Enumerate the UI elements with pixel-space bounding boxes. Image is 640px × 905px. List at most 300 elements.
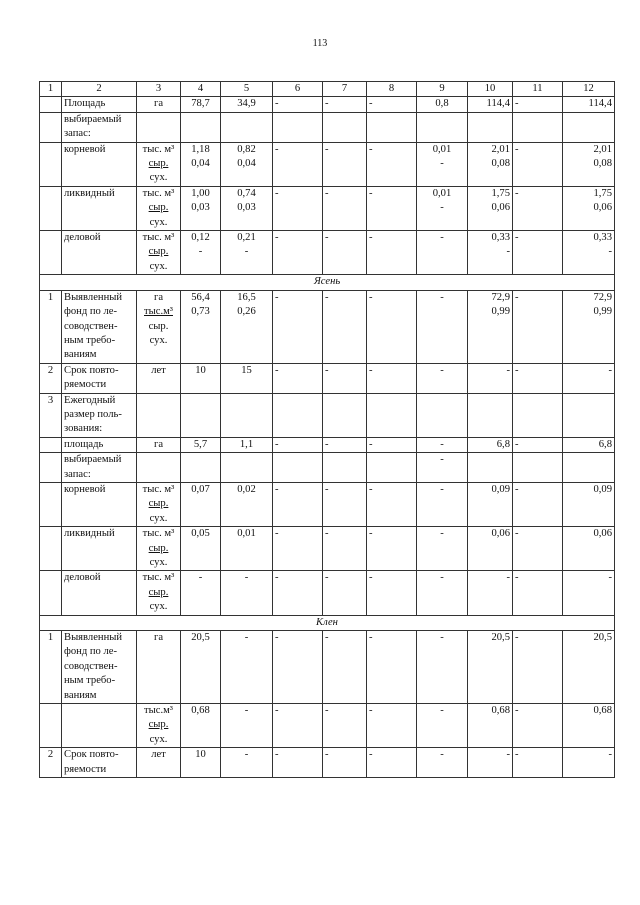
table-cell [563,453,615,483]
table-cell [323,571,367,615]
table-cell [563,231,615,275]
cell-line: 0,03 [237,202,256,214]
cell-line: ным требо- [64,675,116,687]
table-cell [273,186,323,230]
cell-line: - [275,705,279,717]
table-cell [323,186,367,230]
table-cell [367,482,417,526]
table-cell [181,112,221,142]
table-cell [563,290,615,363]
table-cell [40,97,62,112]
table-cell [137,453,181,483]
table-cell [468,393,513,437]
table-cell [221,112,273,142]
table-cell [137,437,181,452]
table-cell [221,527,273,571]
cell-line: - [369,364,373,376]
cell-line: 34,9 [237,98,256,110]
cell-line: 3 [47,394,54,406]
table-cell [323,631,367,704]
cell-line: 0,68 [593,705,612,717]
cell-line: - [608,749,612,761]
table-cell [513,393,563,437]
cell-line: Выявленный [64,291,123,303]
table-cell [137,290,181,363]
cell-line: ряемости [64,763,107,775]
table-cell [323,393,367,437]
cell-line: ряемости [64,379,107,391]
table-cell [62,482,137,526]
table-cell [62,231,137,275]
cell-line: тыс.м³ [144,306,173,318]
cell-line: - [325,483,329,495]
table-cell [367,290,417,363]
table-cell [563,186,615,230]
table-cell [40,437,62,452]
cell-line: - [440,202,444,214]
cell-line: 6,8 [496,438,510,450]
header-cell: 11 [513,82,563,97]
cell-line: - [608,364,612,376]
cell-line: 10 [195,749,206,761]
cell-line: 20,5 [593,632,612,644]
table-cell [181,97,221,112]
cell-line: - [369,438,373,450]
table-cell [273,571,323,615]
cell-line: 1,75 [491,187,510,199]
table-cell [417,482,468,526]
cell-line: тыс. м³ [142,483,175,495]
cell-line: - [608,246,612,258]
cell-line: га [153,632,164,644]
cell-line: 0,06 [593,528,612,540]
table-cell [367,186,417,230]
table-row [40,97,615,112]
table-row [40,631,615,704]
table-cell [137,748,181,778]
header-cell: 7 [323,82,367,97]
table-cell [417,290,468,363]
cell-line: Срок повто- [64,749,119,761]
cell-line: 20,5 [191,632,210,644]
cell-line: - [515,187,519,199]
cell-line: 0,04 [191,158,210,170]
table-cell [40,142,62,186]
cell-line: - [325,528,329,540]
table-cell [513,704,563,748]
cell-line: соводствен- [64,320,118,332]
cell-line: 10 [195,364,206,376]
table-cell [563,437,615,452]
cell-line: 0,73 [191,306,210,318]
table-cell [468,97,513,112]
table-row [40,186,615,230]
cell-line: 0,74 [237,187,256,199]
section-title: Клен [40,615,615,630]
cell-line: - [440,291,444,303]
table-cell [468,142,513,186]
table-cell [62,186,137,230]
cell-line: - [369,528,373,540]
table-cell [137,112,181,142]
cell-line: - [515,749,519,761]
table-cell [323,453,367,483]
table-cell [468,704,513,748]
table-cell [62,142,137,186]
cell-line: 0,02 [237,483,256,495]
cell-line: - [275,572,279,584]
table-cell [40,186,62,230]
cell-line: - [506,364,510,376]
table-cell [40,631,62,704]
table-row [40,704,615,748]
cell-line: - [515,98,519,110]
table-cell [62,437,137,452]
table-cell [181,453,221,483]
table-cell [137,231,181,275]
cell-line: - [440,158,444,170]
cell-line: - [275,438,279,450]
page-number: 113 [312,38,328,49]
cell-line: ным требо- [64,334,116,346]
table-cell [563,748,615,778]
cell-line: 0,06 [491,202,510,214]
cell-line: 0,05 [191,528,210,540]
cell-line: - [275,187,279,199]
table-cell [513,437,563,452]
cell-line: 0,99 [491,306,510,318]
table-cell [62,363,137,393]
cell-line: 0,33 [593,232,612,244]
table-cell [323,142,367,186]
cell-line: Срок повто- [64,364,119,376]
table-cell [417,453,468,483]
table-cell [323,231,367,275]
cell-line: - [369,572,373,584]
header-cell: 10 [468,82,513,97]
table-cell [323,112,367,142]
table-cell [181,186,221,230]
table-body [40,82,615,778]
cell-line: - [369,232,373,244]
cell-line: деловой [64,572,101,584]
table-cell [468,453,513,483]
cell-line: 0,99 [593,306,612,318]
table-cell [221,631,273,704]
table-cell [367,631,417,704]
table-cell [513,363,563,393]
table-cell [563,142,615,186]
cell-line: фонд по ле- [64,646,117,658]
cell-line: - [369,749,373,761]
cell-line: - [369,98,373,110]
cell-line: выбираемый [64,113,122,125]
table-cell [367,97,417,112]
table-cell [468,290,513,363]
table-cell [563,527,615,571]
table-cell [40,704,62,748]
table-cell [513,482,563,526]
table-row [40,437,615,452]
cell-line: 2 [47,364,54,376]
cell-line: зования: [64,423,103,435]
cell-line: - [506,749,510,761]
cell-line: - [325,232,329,244]
table-cell [137,142,181,186]
cell-line: - [440,528,444,540]
table-cell [273,142,323,186]
cell-line: 0,09 [491,483,510,495]
table-cell [468,363,513,393]
cell-line: - [506,246,510,258]
cell-line: - [275,364,279,376]
cell-line: - [515,483,519,495]
cell-line: 0,08 [593,158,612,170]
cell-line: - [515,705,519,717]
table-cell [221,363,273,393]
section-title: Ясень [40,275,615,290]
table-cell [62,112,137,142]
cell-line: - [275,291,279,303]
cell-line: соводствен- [64,660,118,672]
cell-line: - [515,291,519,303]
table-cell [513,186,563,230]
table-cell [323,704,367,748]
cell-line: запас: [64,468,91,480]
table-cell [221,482,273,526]
table-cell [367,704,417,748]
table-cell [221,142,273,186]
table-cell [273,437,323,452]
table-cell [221,437,273,452]
cell-line: 114,4 [588,98,612,110]
cell-line: корневой [64,143,106,155]
table-cell [513,571,563,615]
cell-line: - [275,232,279,244]
table-cell [417,231,468,275]
cell-line: тыс. м³ [142,572,175,584]
cell-line: 0,01 [432,143,452,155]
table-row [40,363,615,393]
table-cell [417,527,468,571]
table-row [40,527,615,571]
cell-line: 20,5 [491,632,510,644]
cell-line: тыс. м³ [142,232,175,244]
table-cell [513,527,563,571]
cell-line: 0,26 [237,306,256,318]
cell-line: - [198,572,203,584]
table-cell [417,571,468,615]
header-cell: 1 [40,82,62,97]
header-cell: 2 [62,82,137,97]
table-cell [563,571,615,615]
table-cell [367,363,417,393]
table-cell [513,748,563,778]
cell-line: 1 [47,632,54,644]
table-cell [513,290,563,363]
table-cell [181,290,221,363]
cell-line: сыр. [148,320,169,332]
table-cell [513,97,563,112]
cell-line: - [275,143,279,155]
table-cell [367,231,417,275]
table-row [40,112,615,142]
table-cell [563,482,615,526]
cell-line: 0,01 [432,187,452,199]
cell-line: сыр. [148,542,169,554]
table-cell [273,97,323,112]
cell-line: - [440,749,444,761]
header-cell: 6 [273,82,323,97]
header-cell: 4 [181,82,221,97]
table-cell [137,631,181,704]
cell-line: - [515,572,519,584]
table-cell [367,571,417,615]
cell-line: - [440,454,444,466]
cell-line: - [325,749,329,761]
table-cell [221,97,273,112]
table-cell [40,527,62,571]
cell-line: тыс.м³ [144,705,173,717]
cell-line: - [325,705,329,717]
table-cell [181,482,221,526]
cell-line: 0,68 [491,705,510,717]
cell-line: ликвидный [64,187,115,199]
cell-line: - [275,528,279,540]
cell-line: - [440,483,444,495]
table-cell [323,748,367,778]
table-cell [137,482,181,526]
cell-line: - [275,98,279,110]
cell-line: 78,7 [191,98,210,110]
cell-line: лет [151,364,166,376]
table-cell [221,571,273,615]
cell-line: 6,8 [598,438,612,450]
cell-line: - [275,483,279,495]
table-cell [367,748,417,778]
table-cell [221,231,273,275]
cell-line: 0,08 [491,158,510,170]
table-cell [563,112,615,142]
table-cell [62,393,137,437]
table-cell [137,704,181,748]
cell-line: корневой [64,483,106,495]
cell-line: Площадь [64,98,106,110]
table-cell [468,631,513,704]
cell-line: - [440,364,444,376]
table-row [40,453,615,483]
table-cell [137,527,181,571]
table-cell [323,290,367,363]
header-cell: 3 [137,82,181,97]
table-cell [62,631,137,704]
table-cell [468,527,513,571]
cell-line: - [506,572,510,584]
cell-line: - [440,705,444,717]
table-cell [468,482,513,526]
cell-line: сыр. [148,719,169,731]
cell-line: - [515,232,519,244]
cell-line: 56,4 [191,291,210,303]
table-row [40,393,615,437]
cell-line: - [325,364,329,376]
table-cell [417,97,468,112]
cell-line: 1,00 [191,187,210,199]
cell-line: - [369,143,373,155]
cell-line: 114,4 [486,98,510,110]
table-cell [323,437,367,452]
table-cell [221,704,273,748]
table-cell [137,363,181,393]
table-cell [273,631,323,704]
table-cell [563,393,615,437]
cell-line: - [325,572,329,584]
cell-line: - [369,291,373,303]
table-cell [62,290,137,363]
cell-line: Ежегодный [64,394,116,406]
table-cell [137,97,181,112]
table-cell [468,571,513,615]
header-cell: 5 [221,82,273,97]
table-cell [40,393,62,437]
cell-line: - [198,246,203,258]
table-cell [40,112,62,142]
table-row [40,231,615,275]
table-cell [62,571,137,615]
cell-line: деловой [64,232,101,244]
cell-line: сыр. [148,202,169,214]
table-cell [513,631,563,704]
cell-line: - [515,632,519,644]
table-cell [273,453,323,483]
cell-line: 0,01 [237,528,256,540]
cell-line: сух. [149,216,168,228]
table-cell [323,97,367,112]
table-cell [417,186,468,230]
table-cell [40,748,62,778]
table-cell [40,231,62,275]
cell-line: 0,68 [191,705,210,717]
cell-line: - [369,705,373,717]
header-cell: 8 [367,82,417,97]
cell-line: - [515,438,519,450]
cell-line: - [440,572,444,584]
cell-line: площадь [64,438,104,450]
table-cell [367,393,417,437]
cell-line: 5,7 [193,438,208,450]
table-cell [221,453,273,483]
table-cell [513,142,563,186]
table-cell [181,231,221,275]
cell-line: тыс. м³ [142,187,175,199]
table-cell [273,482,323,526]
table-cell [367,142,417,186]
cell-line: 72,9 [491,291,510,303]
table-cell [367,527,417,571]
header-cell: 9 [417,82,468,97]
cell-line: - [244,749,249,761]
table-cell [181,393,221,437]
table-cell [181,631,221,704]
table-cell [62,97,137,112]
cell-line: ваниям [64,689,97,701]
cell-line: сух. [149,172,168,184]
cell-line: - [325,187,329,199]
table-cell [221,393,273,437]
cell-line: сыр. [148,246,169,258]
cell-line: 0,09 [593,483,612,495]
table-cell [417,748,468,778]
